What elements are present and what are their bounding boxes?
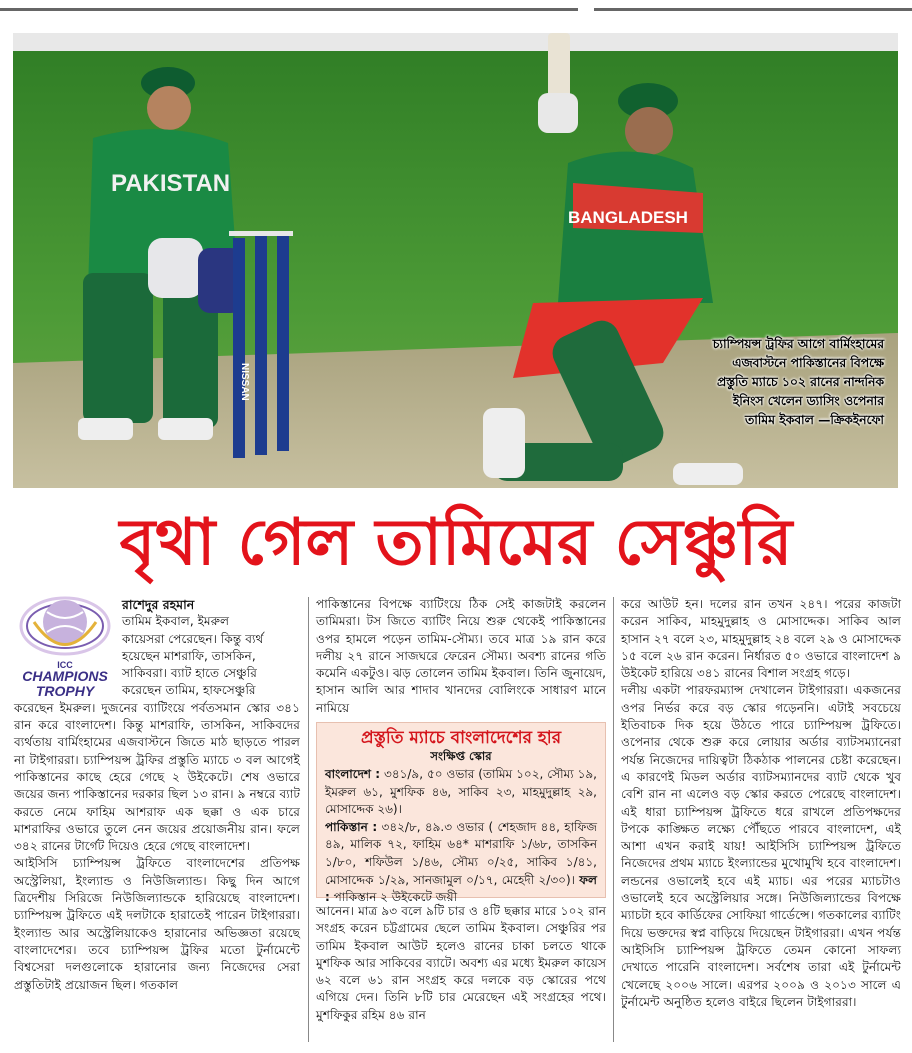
caption-line: প্রস্তুতি ম্যাচে ১০২ রানের নান্দনিক bbox=[716, 375, 884, 389]
lead-line: তামিম ইকবাল, ইমরুল bbox=[122, 614, 230, 629]
article-column-2-continued bbox=[316, 903, 606, 1024]
lead-line: হয়েছেন মাশরাফি, তাসকিন, bbox=[122, 648, 256, 663]
top-rule-right bbox=[594, 8, 912, 11]
news-photo bbox=[13, 33, 898, 488]
caption-line: এজবাস্টনে পাকিস্তানের বিপক্ষে bbox=[732, 356, 884, 370]
scorecard-result: পাকিস্তান ২ উইকেটে জয়ী bbox=[333, 890, 458, 905]
caption-line: চ্যাম্পিয়ন্স ট্রফির আগে বার্মিংহামের bbox=[712, 337, 884, 351]
scorecard-text: ৩৪১/৯, ৫০ ওভার (তামিম ১০২, সৌম্য ১৯, ইমরুল ৬১, মুশফিক ৪৬, সাকিব ২৩, মাহমুদুল্লাহ ২৯, মোসাদ্দেক ২৬)। bbox=[325, 767, 597, 817]
caption-line: ইনিংস খেলেন ড্যাসিং ওপেনার bbox=[732, 394, 884, 408]
scorecard-result-label: ফল : bbox=[325, 872, 597, 905]
paragraph: দলীয় একটা পারফরম্যান্স দেখালেন টাইগাররা। একজনের ওপর নির্ভর করে বড় স্কোর গড়েননি। এটাই সবচেয়ে ইতিবাচক দিক হয়ে উঠতে পারে চ্যাম্পিয়ন্স ট্রফিতে। ওপেনার থেকে শুরু করে লোয়ার অর্ডার ব্যাটসম্যানেরা পর্যন্ত নিজেদের দায়িত্বটা ঠিকঠাক পালনের চেষ্টা করেছেন। এ কারণেই মিডল অর্ডার ব্যাটসম্যানদের ব্যাট থেকে খুব বেশি রান না এলেও বড় স্কোর করতে পেরেছে বাংলাদেশ। এই ধারা চ্যাম্পিয়ন্স ট্রফিতে ধরে রাখলে প্রতিপক্ষদের টপকে কাঙ্ক্ষিত লক্ষ্যে পৌঁছতে পারবে বাংলাদেশ, এই আশা এখন করাই যায়! আইসিসি চ্যাম্পিয়ন্স ট্রফিতে নিজেদের প্রথম ম্যাচে ইংল্যান্ডের মুখোমুখি হবে বাংলাদেশ। লন্ডনের ওভালেই হবে এই ম্যাচ। এর পরের ম্যাচটাও ওভালেই হবে অস্ট্রেলিয়ার সঙ্গে। নিউজিল্যান্ডের বিপক্ষে ম্যাচটা হবে কার্ডিফের সোফিয়া গার্ডেন্সে। গতকালের ব্যাটিং দিয়ে ভক্তদের স্বপ্ন বাড়িয়ে দিয়েছেন টাইগাররা। এখন পর্যন্ত আইসিসি চ্যাম্পিয়ন্স ট্রফিতে তেমন কোনো সাফল্য দেখাতে পারেনি বাংলাদেশ। সর্বশেষ তারা এই টুর্নামেন্ট খেলেছে ২০০৬ সালে। এরপর ২০০৯ ও ২০১৩ সালে এ টুর্নামেন্ট অনুষ্ঠিত হলেও বাইরে ছিলেন টাইগাররা। bbox=[621, 683, 901, 1009]
paragraph: করেছেন ইমরুল। দুজনের ব্যাটিংয়ে পর্বতসমান স্কোর ৩৪১ রান করে বাংলাদেশ। কিন্তু মাশরাফি, তাসকিন, সাকিবদের ব্যর্থতায় বার্মিংহামের এজবাস্টনে জিতে মাঠ ছাড়তে পারল না টাইগাররা। চ্যাম্পিয়ন্স ট্রফির প্রস্তুতি ম্যাচে ৩ বল আগেই পাকিস্তানের কাছে হেরে গেছে ২ উইকেটে। শেষ ওভারে জয়ের জন্য পাকিস্তানের দরকার ছিল ১৩ রান। ৯ নম্বরে ব্যাট করতে নেমে ফাহিম আশরাফ এক ছক্কা ও এক চারে মাশরাফির ওভারে তুলে নেন জয়ের প্রয়োজনীয় রান। ফলে ৩৪২ রানের টার্গেট দিয়েও হেরে গেছে বাংলাদেশ। bbox=[14, 700, 300, 854]
batsman-jersey-text: BANGLADESH bbox=[568, 208, 688, 227]
article-column-3 bbox=[621, 596, 901, 1011]
scorecard-box bbox=[316, 722, 606, 905]
logo-line-trophy: TROPHY bbox=[35, 683, 95, 699]
top-rule-left bbox=[0, 8, 578, 11]
scorecard-pakistan bbox=[325, 819, 597, 907]
stumps bbox=[229, 231, 293, 458]
scorecard-label: পাকিস্তান : bbox=[325, 819, 378, 834]
lead-line: সাকিবরা। ব্যাট হাতে সেঞ্চুরি bbox=[122, 666, 257, 681]
paragraph: পাকিস্তানের বিপক্ষে ব্যাটিংয়ে ঠিক সেই কাজটাই করলেন তামিমরা। টস জিতে ব্যাটিং নিয়ে শুরু থেকেই পাকিস্তানের ওপর হামলে পড়েন তামিম-সৌম্য। তবে মাত্র ১৯ রান করে দলীয় ২৭ রানে সাজঘরে ফেরেন সৌম্য। অবশ্য রানের গতি কমেনি একটুও। ঝড় তোলেন তামিম ইকবাল। তিনি জুনায়েদ, হাসান আলি আর শাদাব খানদের বোলিংকে সাধারণ মানে নামিয়ে bbox=[316, 597, 606, 715]
lead-line: করেছেন তামিম, হাফসেঞ্চুরি bbox=[122, 683, 256, 698]
lead-line: কায়েসরা পেরেছেন। কিন্তু ব্যর্থ bbox=[122, 631, 264, 646]
logo-line-champions: CHAMPIONS bbox=[22, 668, 108, 684]
scorecard-subtitle: সংক্ষিপ্ত স্কোর bbox=[430, 749, 492, 763]
scorecard-text: ৩৪২/৮, ৪৯.৩ ওভার ( শেহজাদ ৪৪, হাফিজ ৪৯, মালিক ৭২, ফাহিম ৬৪* মাশরাফি ১/৬৮, তাসকিন ১/৮০, শফিউল ১/৪৬, সৌম্য ০/২৫, সাকিব ১/৪১, মোসাদ্দেক ১/২৯, সানজামুল ০/১৭, মেহেদী ২/৩০)। bbox=[325, 819, 597, 887]
paragraph: আইসিসি চ্যাম্পিয়ন্স ট্রফিতে বাংলাদেশের প্রতিপক্ষ অস্ট্রেলিয়া, ইংল্যান্ড ও নিউজিল্যান্ড। কিছু দিন আগে ত্রিদেশীয় সিরিজে নিউজিল্যান্ডকে হারিয়েছে বাংলাদেশ। চ্যাম্পিয়ন্স ট্রফিতে এই দলটাকে হারাতেই পারেন টাইগাররা। ইংল্যান্ড আর অস্ট্রেলিয়াকেও হারানোর অভিজ্ঞতা রয়েছে বাংলাদেশের। তবে চ্যাম্পিয়ন্স ট্রফির মতো টুর্নামেন্টে বিশ্বসেরা দলগুলোকে হারানোর জন্য নিজেদের সেরা প্রস্তুতিটাই প্রয়োজন ছিল। গতকাল bbox=[14, 856, 300, 992]
keeper-jersey-text: PAKISTAN bbox=[111, 170, 231, 197]
logo-line-icc: ICC bbox=[57, 660, 73, 670]
lead-block bbox=[14, 613, 300, 699]
scorecard-title: প্রস্তুতি ম্যাচে বাংলাদেশের হার bbox=[360, 728, 562, 748]
stump-logo-text: NISSAN bbox=[239, 363, 250, 401]
caption-line: তামিম ইকবাল —ক্রিকইনফো bbox=[744, 413, 884, 427]
scorecard-label: বাংলাদেশ : bbox=[325, 767, 381, 781]
column-divider bbox=[308, 597, 309, 1042]
byline: রাশেদুর রহমান bbox=[122, 597, 195, 612]
photo-caption bbox=[654, 335, 884, 430]
article-column-1 bbox=[14, 596, 300, 994]
headline: বৃথা গেল তামিমের সেঞ্চুরি bbox=[119, 506, 793, 580]
scorecard-bangladesh bbox=[325, 766, 597, 819]
article-column-2 bbox=[316, 596, 606, 717]
column-divider bbox=[613, 597, 614, 1042]
paragraph: করে আউট হন। দলের রান তখন ২৪৭। পরের কাজটা করেন সাকিব, মাহমুদুল্লাহ ও মোসাদ্দেক। সাকিব আল হাসান ২৭ বলে ২৩, মাহমুদুল্লাহ ২৪ বলে ২৯ ও মোসাদ্দেক ১৫ বলে ২৬ রান করেন। নির্ধারত ৫০ ওভারে বাংলাদেশ ৯ উইকেট হারিয়ে ৩৪১ রানের বিশাল সংগ্রহ গড়ে। bbox=[621, 597, 901, 681]
paragraph: আনেন। মাত্র ৯৩ বলে ৯টি চার ও ৪টি ছক্কার মারে ১০২ রান সংগ্রহ করেন চট্টগ্রামের ছেলে তামিম ইকবাল। সেঞ্চুরির পর তামিম ইকবাল আউট হলেও রানের চাকা চলতে থাকে মুশফিক আর সাকিবের ব্যাটে। অবশ্য এর মধ্যে ইমরুল কায়েস ৬২ বলে ৬১ রান সংগ্রহ করে দলকে বড় স্কোরের পথে এগিয়ে দেন। তিনি ৮টি চার মেরেছেন এই সংগ্রহের পথে। মুশফিকুর রহিম ৪৬ রান bbox=[316, 904, 606, 1022]
